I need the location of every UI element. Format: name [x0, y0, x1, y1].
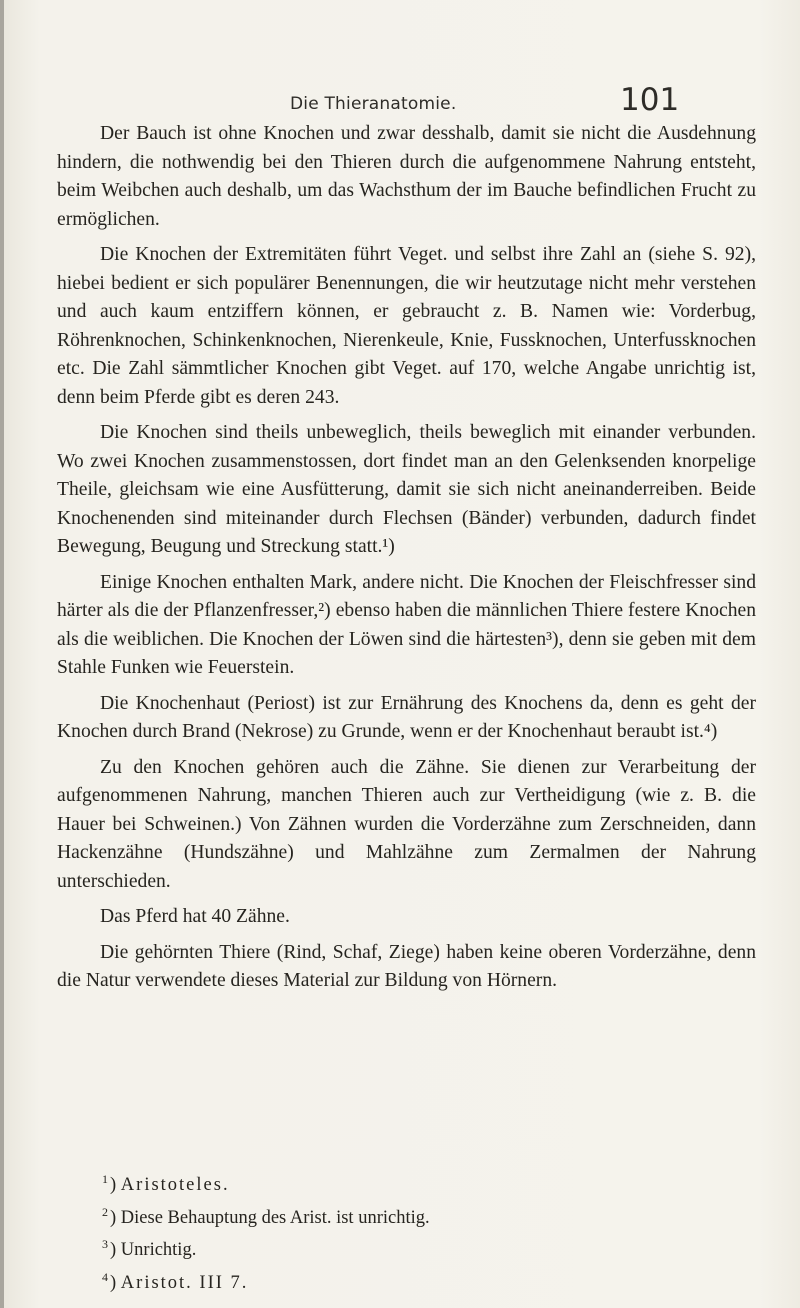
paragraph-horned-animals: Die gehörnten Thiere (Rind, Schaf, Ziege) haben keine oberen Vorderzähne, denn die Natur verwendete dieses Material zur Bildung von Hörnern.: [57, 941, 756, 991]
paragraph-teeth: Zu den Knochen gehören auch die Zähne. Sie dienen zur Verarbeitung der aufgenommenen Nahrung, manchen Thieren auch zur Vertheidigung (wie z. B. die Hauer bei Schweinen.) Von Zähnen wurden die Vorderzähne zum Zerschneiden, dann Hackenzähne (Hundszähne) und Mahlzähne zum Zermalmen der Nahrung unterschieden.: [57, 756, 756, 892]
page-number: 101: [620, 82, 680, 118]
paragraph-abdomen: Der Bauch ist ohne Knochen und zwar desshalb, damit sie nicht die Ausdehnung hindern, die nothwendig bei den Thieren durch die aufgenommene Nahrung entsteht, beim Weibchen auch deshalb, um das Wachsthum der im Bauche befindlichen Frucht zu ermöglichen.: [57, 123, 756, 230]
paragraph-marrow: Einige Knochen enthalten Mark, andere nicht. Die Knochen der Fleischfresser sind härter als die der Pflanzenfresser,²) ebenso haben die männlichen Thiere festere Knochen als die weiblichen. Die Knochen der Löwen sind die härtesten³), denn sie geben mit dem Stahle Funken wie Feuerstein.: [57, 571, 756, 678]
footnote-mark: 1: [102, 1172, 108, 1186]
footnote: $^4$ ) Aristot. III 7.: [102, 1269, 249, 1293]
paragraph-horse-teeth: Das Pferd hat 40 Zähne.: [100, 906, 290, 927]
body-text: [57, 120, 756, 1003]
footnote-text: Diese Behauptung des Arist. ist unrichtig.: [120, 1207, 430, 1228]
paragraph-extremities: Die Knochen der Extremitäten führt Veget. und selbst ihre Zahl an (siehe S. 92), hiebei bedient er sich populärer Benennungen, die wir heutzutage nicht mehr verstehen und auch kaum entziffern können, er gebraucht z. B. Namen wie: Vorderbug, Röhrenknochen, Schinkenknochen, Nierenkeule, Knie, Fussknochen, Unterfussknochen etc. Die Zahl sämmtlicher Knochen gibt Veget. auf 170, welche Angabe unrichtig ist, denn beim Pferde gibt es deren 243.: [57, 244, 756, 408]
footnote: $^1$ ) Aristoteles.: [102, 1172, 230, 1195]
footnote-text: Aristoteles.: [120, 1175, 230, 1195]
running-title: Die Thieranatomie.: [290, 94, 457, 114]
footnote: $^3$ ) Unrichtig.: [102, 1237, 197, 1260]
page-edge: [0, 0, 4, 1308]
footnote-mark: 3: [102, 1237, 108, 1251]
footnote-text: Unrichtig.: [120, 1240, 197, 1260]
page-header: [0, 82, 800, 122]
footnote: $^2$ ) Diese Behauptung des Arist. ist unrichtig.: [102, 1204, 430, 1228]
paragraph-periosteum: Die Knochenhaut (Periost) ist zur Ernährung des Knochens da, denn es geht der Knochen durch Brand (Nekrose) zu Grunde, wenn er der Knochenhaut beraubt ist.⁴): [57, 692, 756, 742]
footnote-mark: 2: [102, 1204, 108, 1219]
footnote-mark: 4: [102, 1269, 108, 1284]
footnote-text: Aristot. III 7.: [120, 1272, 249, 1293]
paragraph-joints: Die Knochen sind theils unbeweglich, theils beweglich mit einander verbunden. Wo zwei Knochen zusammenstossen, dort findet man an den Gelenksenden knorpelige Theile, gleichsam wie eine Ausfütterung, damit sie sich nicht aneinanderreiben. Beide Knochenenden sind miteinander durch Flechsen (Bänder) verbunden, dadurch findet Bewegung, Beugung und Streckung statt.¹): [57, 422, 756, 557]
footnotes: [102, 1166, 742, 1296]
